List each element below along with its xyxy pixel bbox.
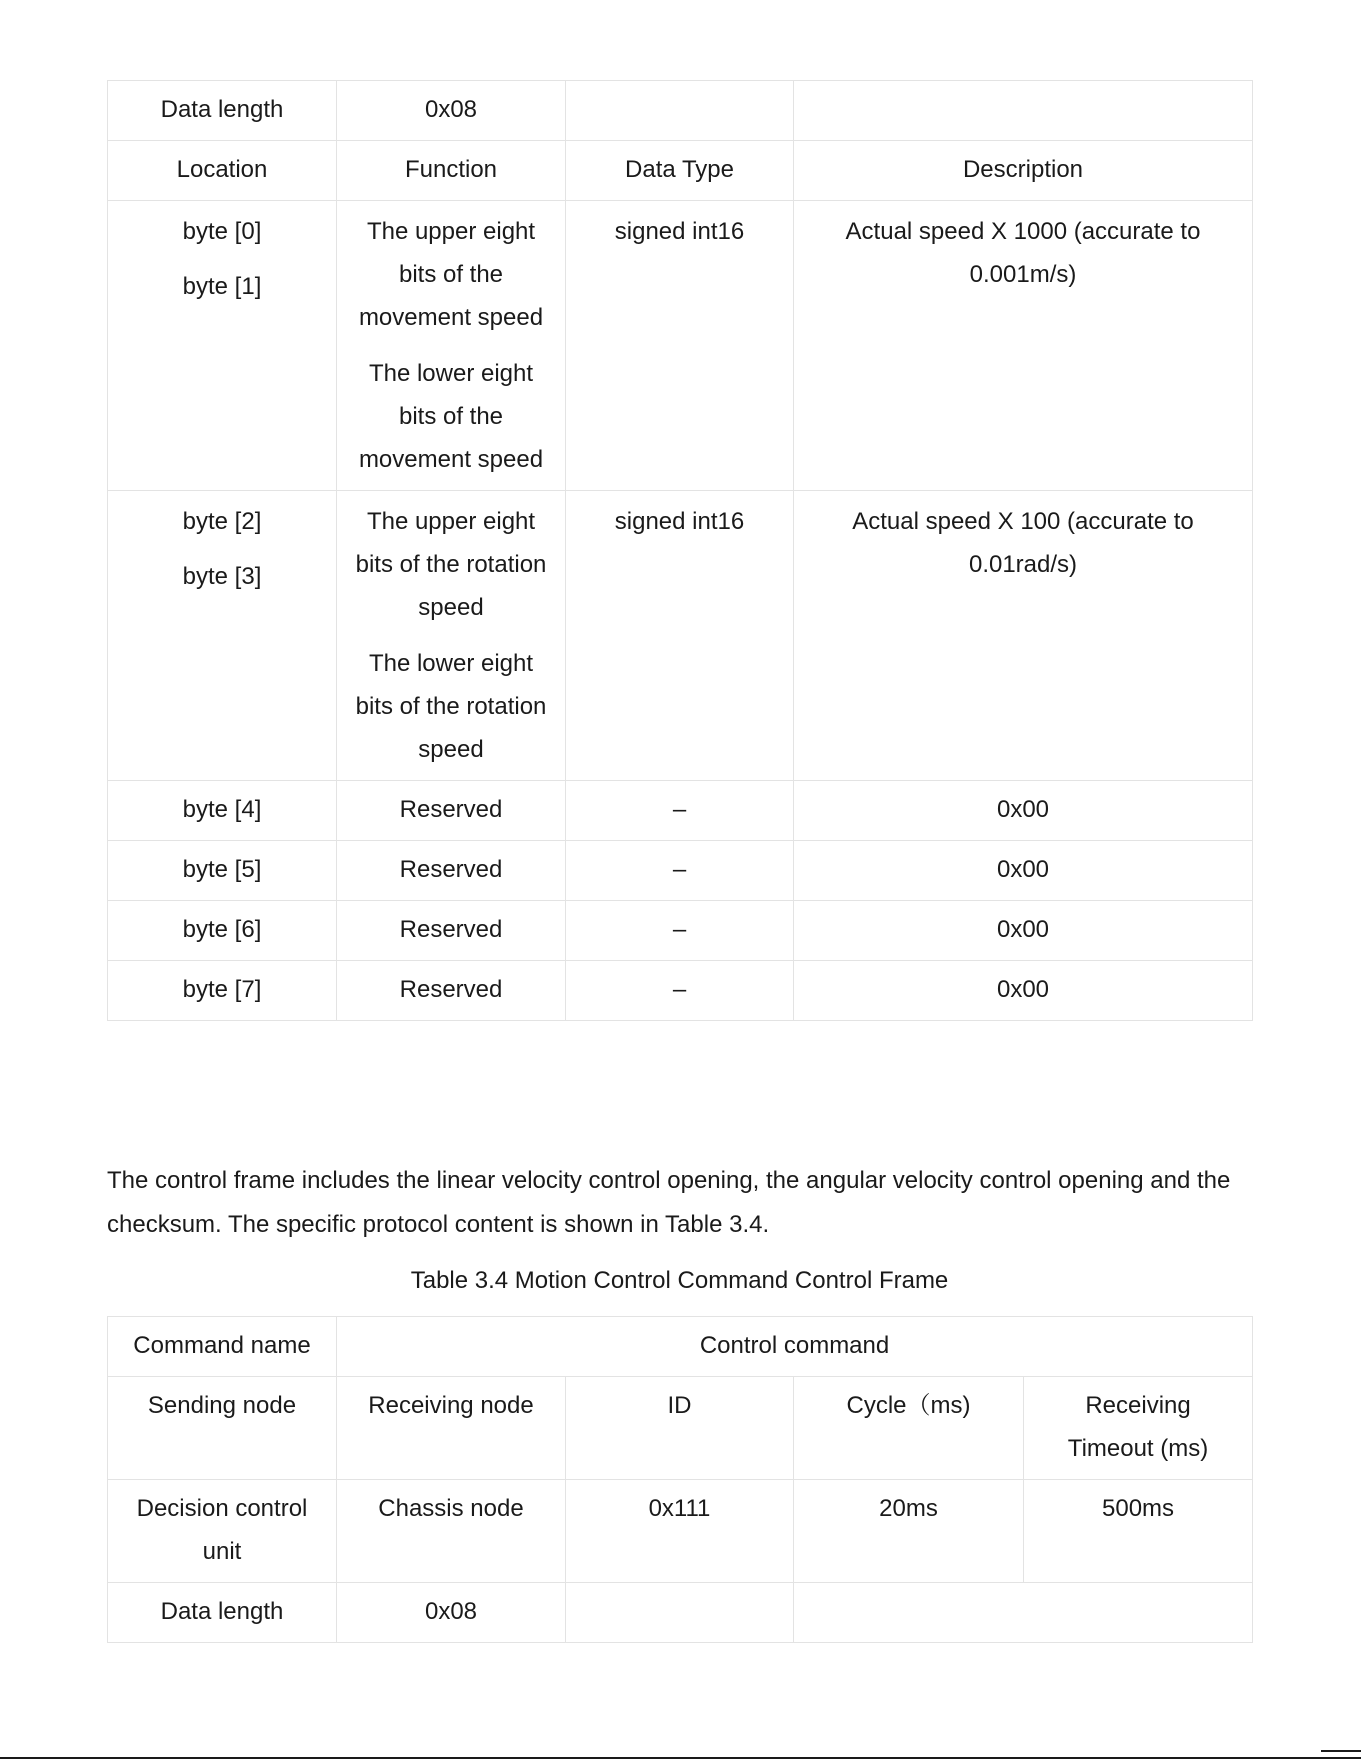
table-cell: byte [4] — [108, 781, 337, 841]
column-header: Location — [108, 141, 337, 201]
table-row — [108, 1317, 1253, 1377]
table-cell: Decision control unit — [108, 1480, 337, 1583]
table-row — [108, 491, 1253, 781]
table-row — [108, 81, 1253, 141]
column-header: Sending node — [108, 1377, 337, 1480]
function-text: The upper eight bits of the movement speed — [358, 218, 544, 331]
table-cell: byte [6] — [108, 901, 337, 961]
table-cell: Reserved — [337, 781, 566, 841]
column-header: Description — [794, 141, 1253, 201]
table-cell: byte [5] — [108, 841, 337, 901]
table-cell: signed int16 — [566, 491, 794, 781]
table-cell — [108, 491, 337, 781]
table-cell: 0x00 — [794, 841, 1253, 901]
function-text: The lower eight bits of the rotation speed — [355, 650, 547, 763]
table-cell: 20ms — [794, 1480, 1024, 1583]
footer-rule — [0, 1757, 1361, 1759]
table-cell — [108, 201, 337, 491]
table-cell: Actual speed X 1000 (accurate to 0.001m/s) — [794, 201, 1253, 491]
table-row — [108, 841, 1253, 901]
body-paragraph: The control frame includes the linear velocity control opening, the angular velocity control opening and the checksum. The specific protocol content is shown in Table 3.4. — [107, 1167, 1231, 1238]
function-text: The upper eight bits of the rotation speed — [355, 508, 547, 621]
location-text: byte [3] — [182, 563, 262, 590]
table-cell: 0x111 — [566, 1480, 794, 1583]
table-cell — [566, 81, 794, 141]
column-header: Function — [337, 141, 566, 201]
table-header-row — [108, 1377, 1253, 1480]
location-text: byte [1] — [182, 273, 262, 300]
table-cell: Reserved — [337, 841, 566, 901]
control-frame-table — [107, 1316, 1253, 1643]
footer-rule-mark — [1321, 1750, 1361, 1752]
table-row — [108, 1480, 1253, 1583]
table-cell: 0x00 — [794, 901, 1253, 961]
table-cell: signed int16 — [566, 201, 794, 491]
column-header: ID — [566, 1377, 794, 1480]
table-caption: Table 3.4 Motion Control Command Control Frame — [410, 1267, 949, 1294]
table-row — [108, 901, 1253, 961]
table-cell: – — [566, 781, 794, 841]
table-cell: 0x08 — [337, 81, 566, 141]
column-header: Receiving Timeout (ms) — [1024, 1377, 1253, 1480]
column-header: Data Type — [566, 141, 794, 201]
table-row — [108, 781, 1253, 841]
table-cell: Actual speed X 100 (accurate to 0.01rad/s) — [794, 491, 1253, 781]
table-cell: Reserved — [337, 901, 566, 961]
frame-table — [107, 80, 1253, 1021]
table-cell — [337, 491, 566, 781]
table-cell: Control command — [337, 1317, 1253, 1377]
table-cell: Command name — [108, 1317, 337, 1377]
table-cell: 0x00 — [794, 961, 1253, 1021]
table-cell: – — [566, 961, 794, 1021]
table-cell: Chassis node — [337, 1480, 566, 1583]
table-cell — [794, 81, 1253, 141]
table-row — [108, 201, 1253, 491]
table-cell — [337, 201, 566, 491]
table-cell: 0x00 — [794, 781, 1253, 841]
table-row — [108, 961, 1253, 1021]
function-text: The lower eight bits of the movement speed — [358, 360, 544, 473]
table-cell: Reserved — [337, 961, 566, 1021]
location-text: byte [2] — [182, 508, 262, 535]
table-cell: – — [566, 901, 794, 961]
table-cell — [794, 1583, 1253, 1643]
table-cell: – — [566, 841, 794, 901]
table-cell: Data length — [108, 1583, 337, 1643]
location-text: byte [0] — [182, 218, 262, 245]
column-header: Cycle（ms) — [794, 1377, 1024, 1480]
table-cell: 500ms — [1024, 1480, 1253, 1583]
table-cell: 0x08 — [337, 1583, 566, 1643]
table-row — [108, 1583, 1253, 1643]
table-cell — [566, 1583, 794, 1643]
table-cell: Data length — [108, 81, 337, 141]
column-header: Receiving node — [337, 1377, 566, 1480]
table-header-row — [108, 141, 1253, 201]
table-cell: byte [7] — [108, 961, 337, 1021]
